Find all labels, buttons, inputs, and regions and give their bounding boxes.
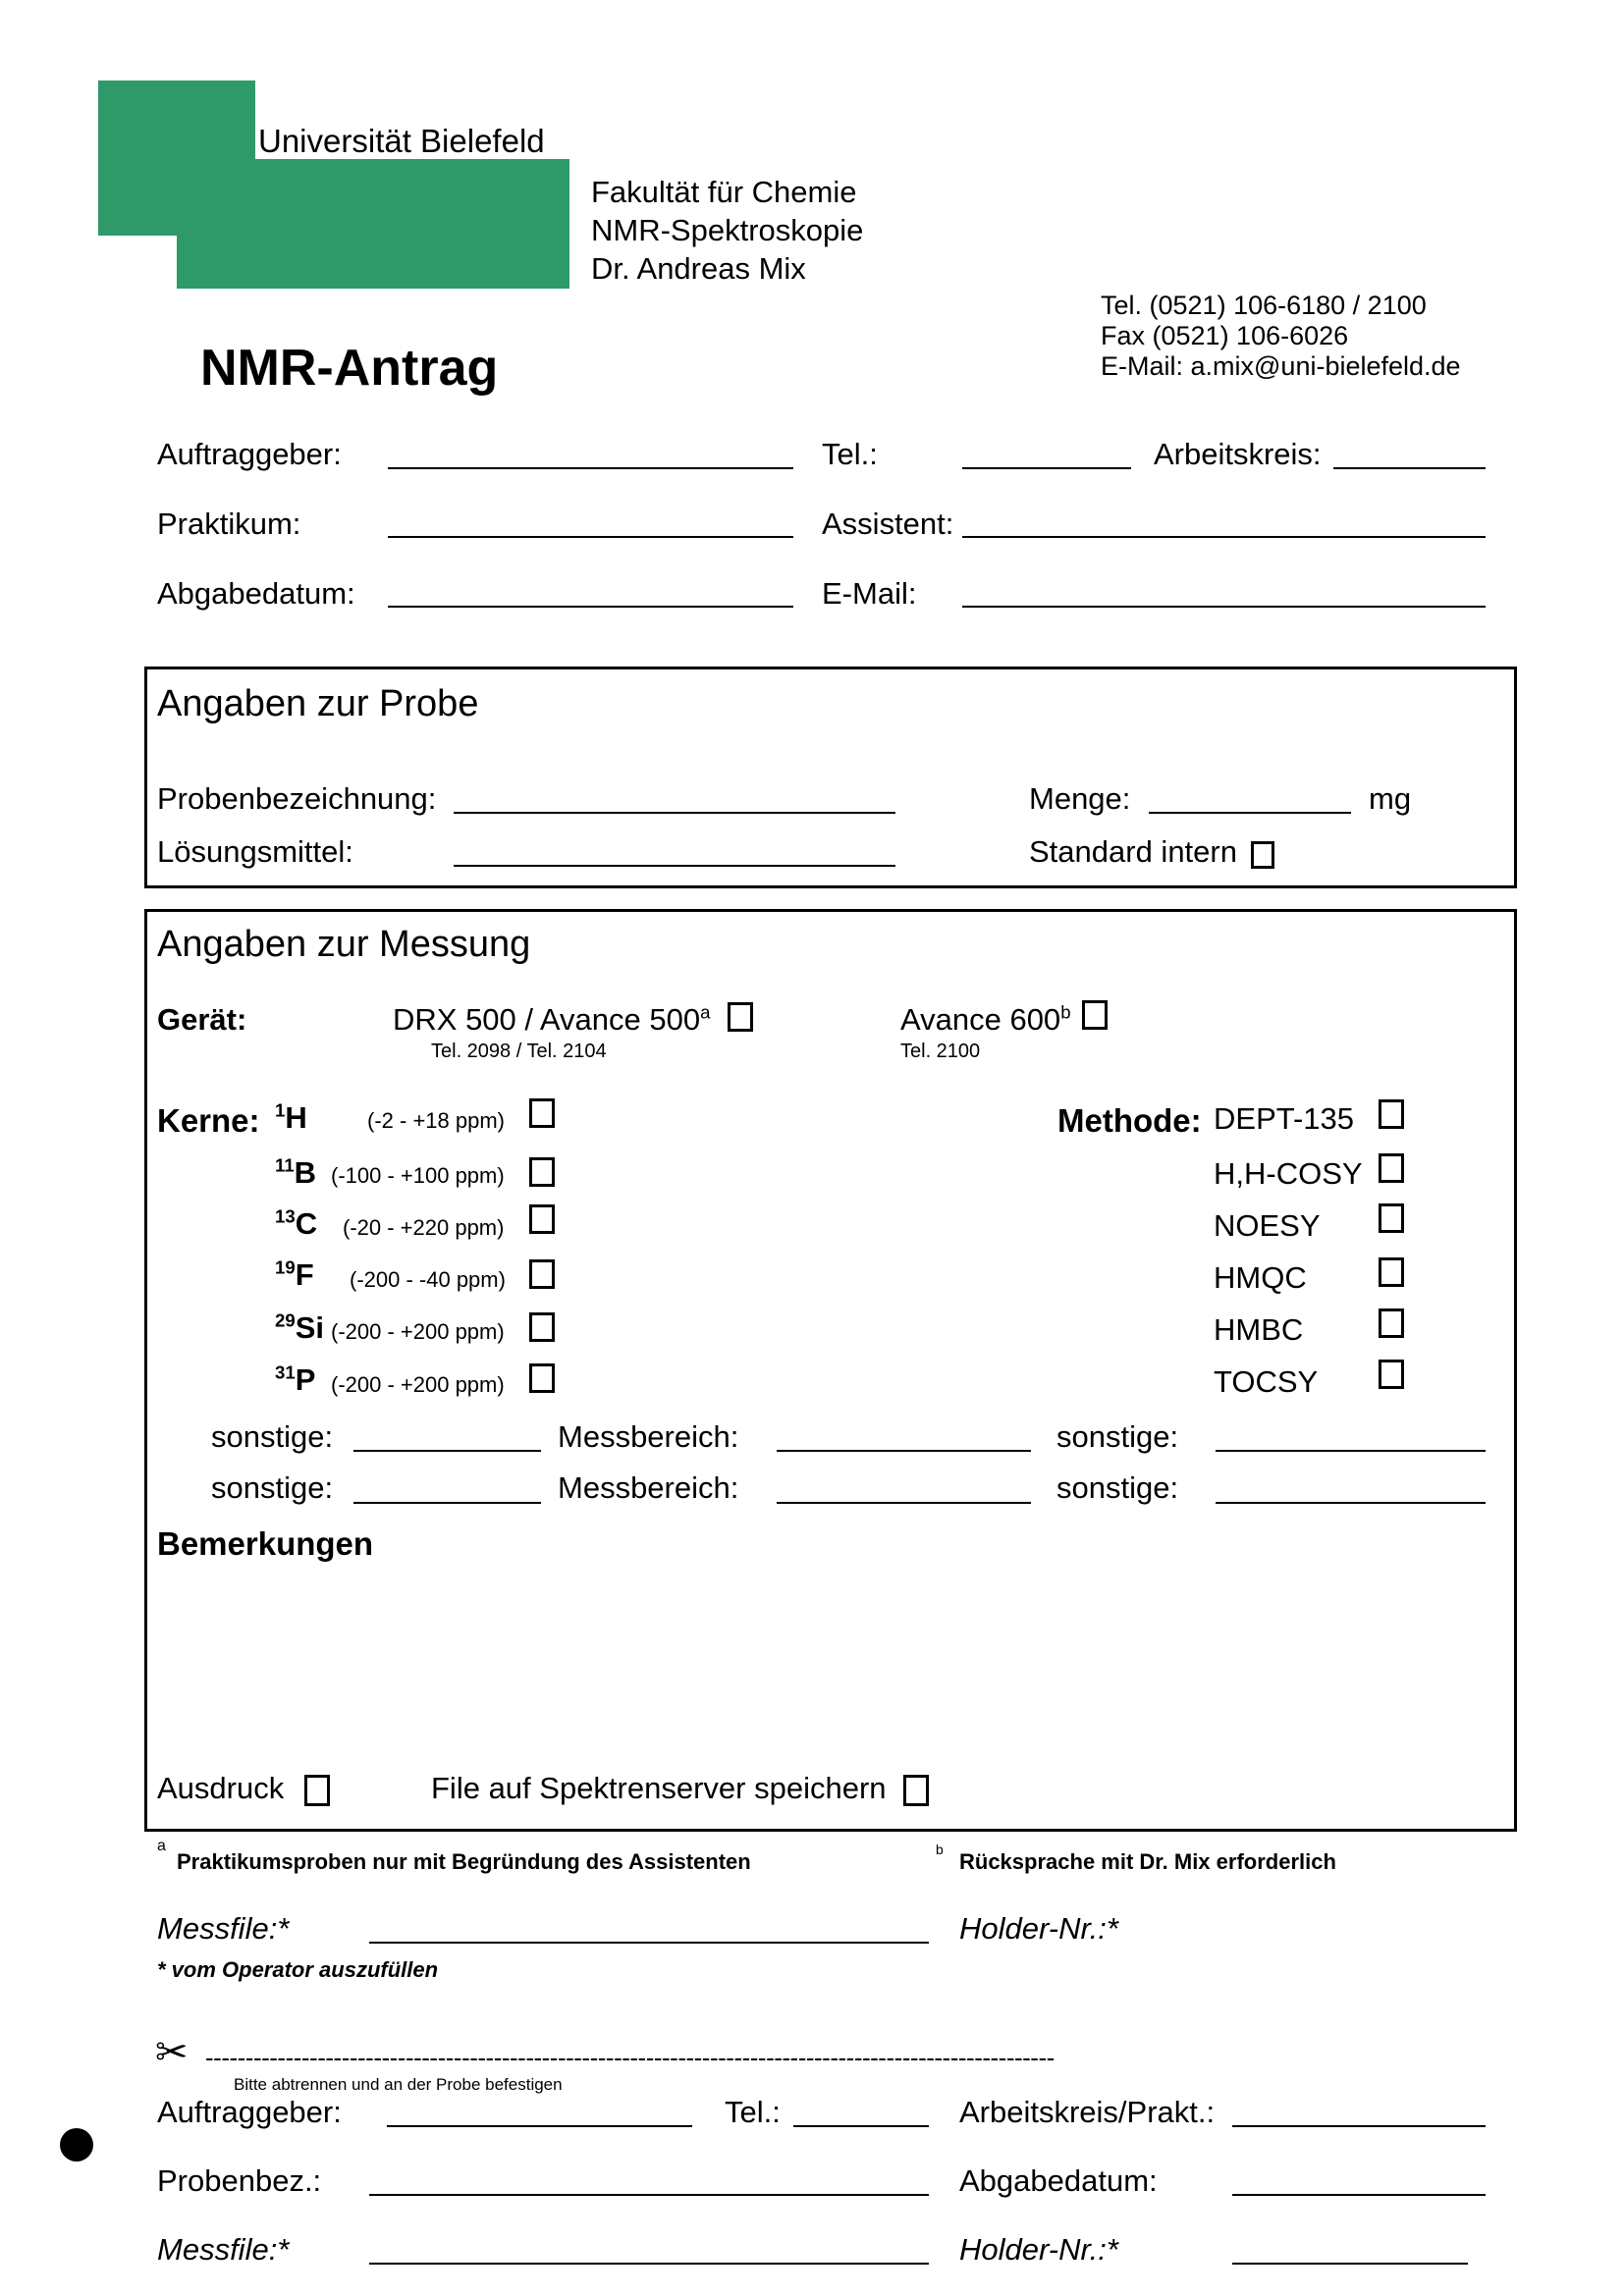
arbeitskreis-field[interactable] bbox=[1333, 467, 1486, 469]
device-drx500-tel: Tel. 2098 / Tel. 2104 bbox=[431, 1041, 607, 1062]
page-title: NMR-Antrag bbox=[200, 340, 499, 397]
contact-email: E-Mail: a.mix@uni-bielefeld.de bbox=[1101, 351, 1461, 381]
menge-unit: mg bbox=[1369, 781, 1412, 816]
file-server-label: File auf Spektrenserver speichern bbox=[431, 1771, 887, 1805]
file-server-checkbox[interactable] bbox=[903, 1775, 929, 1806]
loesungsmittel-field[interactable] bbox=[454, 865, 895, 867]
email-field[interactable] bbox=[962, 606, 1486, 608]
tear-probenbez-field[interactable] bbox=[369, 2194, 929, 2196]
messbereich-label-2: Messbereich: bbox=[558, 1470, 739, 1505]
praktikum-label: Praktikum: bbox=[157, 507, 301, 541]
department: NMR-Spektroskopie bbox=[591, 213, 864, 247]
ausdruck-checkbox[interactable] bbox=[304, 1775, 330, 1806]
tear-tel-label: Tel.: bbox=[725, 2095, 781, 2129]
ausdruck-label: Ausdruck bbox=[157, 1771, 285, 1805]
nucleus-19f-checkbox[interactable] bbox=[529, 1259, 555, 1289]
tear-arbeitskreis-field[interactable] bbox=[1232, 2125, 1486, 2127]
nucleus-31p-label: $^{31}$P bbox=[275, 1362, 316, 1397]
logo-block-main bbox=[177, 159, 569, 289]
messfile-field[interactable] bbox=[369, 1942, 929, 1944]
device-drx500-checkbox[interactable] bbox=[728, 1002, 753, 1032]
methode-label: Methode: bbox=[1057, 1102, 1202, 1139]
method-hmqc-label: HMQC bbox=[1214, 1260, 1307, 1295]
probenbezeichnung-field[interactable] bbox=[454, 812, 895, 814]
messfile-label: Messfile:* bbox=[157, 1911, 290, 1946]
tear-abgabedatum-field[interactable] bbox=[1232, 2194, 1486, 2196]
punch-hole-icon bbox=[60, 2128, 93, 2162]
assistent-field[interactable] bbox=[962, 536, 1486, 538]
geraet-label: Gerät: bbox=[157, 1002, 247, 1037]
tear-holder-label: Holder-Nr.:* bbox=[959, 2232, 1118, 2267]
nucleus-31p-range: (-200 - +200 ppm) bbox=[331, 1372, 505, 1397]
messbereich-label-1: Messbereich: bbox=[558, 1419, 739, 1454]
method-dept135-checkbox[interactable] bbox=[1379, 1099, 1404, 1129]
method-dept135-label: DEPT-135 bbox=[1214, 1101, 1355, 1136]
nucleus-1h-label: $^1$H bbox=[275, 1099, 307, 1135]
nucleus-19f-range: (-200 - -40 ppm) bbox=[350, 1267, 506, 1292]
tel-field[interactable] bbox=[962, 467, 1131, 469]
method-hhcosy-label: H,H-COSY bbox=[1214, 1156, 1363, 1191]
auftraggeber-field[interactable] bbox=[388, 467, 793, 469]
contact-tel: Tel. (0521) 106-6180 / 2100 bbox=[1101, 291, 1427, 320]
footnote-a-text: Praktikumsproben nur mit Begründung des Assistenten bbox=[177, 1849, 751, 1874]
method-hmqc-checkbox[interactable] bbox=[1379, 1257, 1404, 1287]
method-hhcosy-checkbox[interactable] bbox=[1379, 1153, 1404, 1183]
sonstige-method-field-1[interactable] bbox=[1216, 1450, 1486, 1452]
sonstige-nucleus-field-2[interactable] bbox=[353, 1502, 541, 1504]
praktikum-field[interactable] bbox=[388, 536, 793, 538]
holder-label: Holder-Nr.:* bbox=[959, 1911, 1118, 1946]
method-noesy-checkbox[interactable] bbox=[1379, 1203, 1404, 1233]
tear-messfile-label: Messfile:* bbox=[157, 2232, 290, 2267]
footnote-a-mark: a bbox=[157, 1838, 166, 1854]
method-tocsy-label: TOCSY bbox=[1214, 1364, 1319, 1399]
standard-intern-label: Standard intern bbox=[1029, 834, 1237, 869]
operator-note: * vom Operator auszufüllen bbox=[157, 1957, 439, 1982]
method-noesy-label: NOESY bbox=[1214, 1208, 1321, 1243]
sonstige-nucleus-field-1[interactable] bbox=[353, 1450, 541, 1452]
menge-field[interactable] bbox=[1149, 812, 1351, 814]
method-hmbc-checkbox[interactable] bbox=[1379, 1308, 1404, 1338]
method-hmbc-label: HMBC bbox=[1214, 1312, 1304, 1347]
tear-auftraggeber-label: Auftraggeber: bbox=[157, 2095, 342, 2129]
sonstige-nucleus-label-1: sonstige: bbox=[211, 1419, 334, 1454]
sonstige-method-label-1: sonstige: bbox=[1056, 1419, 1179, 1454]
device-avance600-tel: Tel. 2100 bbox=[900, 1041, 981, 1062]
probe-heading: Angaben zur Probe bbox=[157, 683, 479, 724]
nucleus-31p-checkbox[interactable] bbox=[529, 1363, 555, 1393]
abgabedatum-label: Abgabedatum: bbox=[157, 576, 355, 611]
nucleus-13c-label: $^{13}$C bbox=[275, 1205, 318, 1241]
nucleus-29si-checkbox[interactable] bbox=[529, 1312, 555, 1342]
nucleus-1h-checkbox[interactable] bbox=[529, 1098, 555, 1128]
footnote-b-text: Rücksprache mit Dr. Mix erforderlich bbox=[959, 1849, 1336, 1874]
arbeitskreis-label: Arbeitskreis: bbox=[1154, 437, 1322, 471]
sonstige-nucleus-label-2: sonstige: bbox=[211, 1470, 334, 1505]
tear-holder-field[interactable] bbox=[1232, 2263, 1468, 2265]
university-name: Universität Bielefeld bbox=[258, 123, 545, 159]
nucleus-13c-range: (-20 - +220 ppm) bbox=[343, 1215, 505, 1240]
tear-note: Bitte abtrennen und an der Probe befestigen bbox=[234, 2075, 563, 2094]
nucleus-29si-label: $^{29}$Si bbox=[275, 1309, 324, 1345]
bemerkungen-area[interactable] bbox=[157, 1571, 1502, 1747]
tear-abgabedatum-label: Abgabedatum: bbox=[959, 2163, 1158, 2198]
tear-tel-field[interactable] bbox=[793, 2125, 929, 2127]
tear-probenbez-label: Probenbez.: bbox=[157, 2163, 322, 2198]
messbereich-field-1[interactable] bbox=[777, 1450, 1031, 1452]
device-avance600-checkbox[interactable] bbox=[1082, 1000, 1108, 1030]
auftraggeber-label: Auftraggeber: bbox=[157, 437, 342, 471]
tear-line: ---------------------------------------------------------------------------------------------------------- bbox=[205, 2043, 1055, 2072]
messbereich-field-2[interactable] bbox=[777, 1502, 1031, 1504]
footnote-b-mark: b bbox=[936, 1842, 944, 1857]
contact-person: Dr. Andreas Mix bbox=[591, 251, 806, 286]
tear-auftraggeber-field[interactable] bbox=[387, 2125, 692, 2127]
sonstige-method-field-2[interactable] bbox=[1216, 1502, 1486, 1504]
contact-fax: Fax (0521) 106-6026 bbox=[1101, 321, 1349, 350]
bemerkungen-heading: Bemerkungen bbox=[157, 1525, 374, 1562]
tel-label: Tel.: bbox=[822, 437, 878, 471]
nucleus-11b-range: (-100 - +100 ppm) bbox=[331, 1163, 505, 1188]
email-label: E-Mail: bbox=[822, 576, 917, 611]
tear-messfile-field[interactable] bbox=[369, 2263, 929, 2265]
nucleus-11b-checkbox[interactable] bbox=[529, 1157, 555, 1187]
messung-heading: Angaben zur Messung bbox=[157, 924, 531, 965]
scissors-icon: ✂ bbox=[155, 2030, 189, 2075]
device-drx500-label: DRX 500 / Avance 500$^a$ bbox=[393, 1001, 711, 1037]
sonstige-method-label-2: sonstige: bbox=[1056, 1470, 1179, 1505]
standard-intern-checkbox[interactable] bbox=[1251, 841, 1274, 869]
kerne-label: Kerne: bbox=[157, 1102, 260, 1139]
abgabedatum-field[interactable] bbox=[388, 606, 793, 608]
tear-arbeitskreis-label: Arbeitskreis/Prakt.: bbox=[959, 2095, 1216, 2129]
nucleus-1h-range: (-2 - +18 ppm) bbox=[367, 1108, 505, 1133]
probenbezeichnung-label: Probenbezeichnung: bbox=[157, 781, 437, 816]
nucleus-11b-label: $^{11}$B bbox=[275, 1154, 317, 1190]
faculty: Fakultät für Chemie bbox=[591, 175, 857, 209]
nucleus-19f-label: $^{19}$F bbox=[275, 1256, 314, 1292]
nucleus-13c-checkbox[interactable] bbox=[529, 1204, 555, 1234]
method-tocsy-checkbox[interactable] bbox=[1379, 1360, 1404, 1389]
nucleus-29si-range: (-200 - +200 ppm) bbox=[331, 1319, 505, 1344]
assistent-label: Assistent: bbox=[822, 507, 954, 541]
menge-label: Menge: bbox=[1029, 781, 1131, 816]
loesungsmittel-label: Lösungsmittel: bbox=[157, 834, 353, 869]
device-avance600-label: Avance 600$^b$ bbox=[900, 1001, 1071, 1037]
